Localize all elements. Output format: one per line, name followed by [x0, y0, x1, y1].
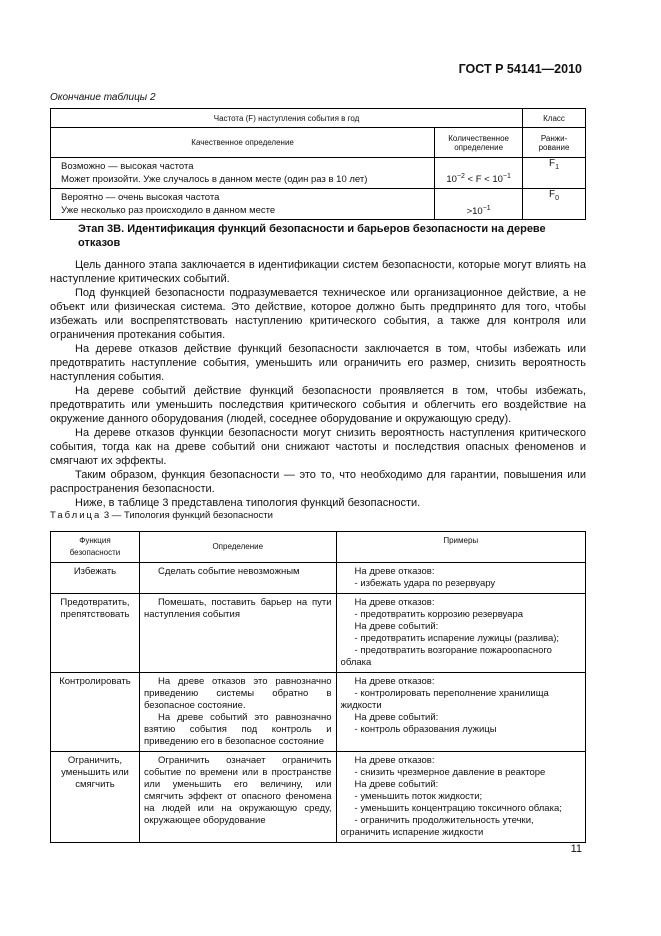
row-line: Возможно — высокая частота — [61, 161, 194, 172]
table-3-head-function — [51, 532, 140, 563]
row-line: Вероятно — очень высокая частота — [61, 192, 220, 203]
table-3 — [50, 531, 586, 843]
table-2-head-class: Класс — [523, 109, 586, 128]
definition-cell: Помешать, поставить барьер на пути наступления события — [139, 594, 336, 673]
paragraph: Цель данного этапа заключается в идентификации систем безопасности, которые могут влиять на наступление критических событий. — [50, 259, 586, 285]
paragraph: Под функцией безопасности подразумевается техническое или организационное действие, а не объект или физическая система. Это действие, которое должно быть предпринято для того, чтобы избежать или воспрепятствовать наступлению критического события, а также для контроля или ограничения протекания события. — [50, 287, 586, 341]
table-2-quantitative-cell: $>10^{-1}$ — [435, 189, 523, 220]
table-3-caption-prefix: Таблица — [50, 510, 102, 521]
paragraph: На дереве событий действие функций безопасности проявляется в том, чтобы избежать, предотвратить или уменьшить последствия критического события и облегчить его воздействие на окружение данного оборудования (людей, соседнее оборудование и окружающую среду). — [50, 385, 586, 425]
document-code: ГОСТ Р 54141—2010 — [458, 62, 582, 76]
paragraph: На дереве отказов функции безопасности могут снизить вероятность наступления критического события, тогда как на древе событий они снижают частоты и последствия опасных феноменов и смягчают их эффекты. — [50, 427, 586, 467]
table-2-head-qualitative: Качественное определение — [51, 128, 435, 158]
paragraph: На дереве отказов действие функций безопасности заключается в том, чтобы избежать или предотвратить наступление события, уменьшить или ограничить его размер, снизить вероятность наступления события. — [50, 343, 586, 383]
function-cell: Контролировать — [51, 673, 140, 752]
function-cell: Предотвратить, препятствовать — [51, 594, 140, 673]
table-3-head-examples: Примеры — [336, 532, 585, 563]
table-2-head-ranking-line2: рование — [538, 142, 570, 152]
table-row — [51, 189, 586, 220]
table-2-head-frequency: Частота (F) наступления события в год — [51, 109, 523, 128]
table-2-head-quantitative — [435, 128, 523, 158]
table-3-head-function-line2: безопасности — [69, 548, 121, 557]
definition-cell: Сделать событие невозможным — [139, 563, 336, 594]
table-2-head-ranking — [523, 128, 586, 158]
examples-cell: На древе отказов: - снизить чрезмерное давление в реакторе На древе событий: - уменьшить поток жидкости; - уменьшить концентрацию токсичного облака; - ограничить продолжительность утечки, ограничить испарение жидкости — [336, 752, 585, 843]
table-2-qualitative-cell — [51, 158, 435, 189]
table-3-caption — [50, 510, 273, 521]
examples-cell: На древе отказов: - контролировать переполнение хранилища жидкости На древе событий: - контроль образования лужицы — [336, 673, 585, 752]
table-2-head-quantitative-line2: определение — [454, 142, 504, 152]
row-line: Может произойти. Уже случалось в данном месте (один раз в 10 лет) — [61, 174, 368, 185]
examples-cell: На древе отказов: - избежать удара по резервуару — [336, 563, 585, 594]
table-2 — [50, 108, 586, 220]
table-2-quantitative-cell: $10^{-2} < F < 10^{-1}$ — [435, 158, 523, 189]
table-3-head-definition: Определение — [139, 532, 336, 563]
paragraph: Ниже, в таблице 3 представлена типология функций безопасности. — [75, 497, 421, 509]
page-number: 11 — [570, 843, 582, 855]
body-text — [50, 222, 586, 510]
definition-cell: Ограничить означает ограничить событие по времени или в пространстве или уменьшить его величину, или смягчить эффект от опасного феномена на людей или на окружающую среду, окружающее оборудование — [139, 752, 336, 843]
table-2-class-cell: $F_1$ — [523, 158, 586, 189]
table-row — [51, 594, 586, 673]
table-2-head-quantitative-line1: Количественное — [448, 133, 509, 143]
stage-title: Этап 3В. Идентификация функций безопасности и барьеров безопасности на дереве отказов — [78, 223, 546, 249]
table-2-caption: Окончание таблицы 2 — [50, 92, 156, 103]
examples-cell: На древе отказов: - предотвратить коррозию резервуара На древе событий: - предотвратить испарение лужицы (разлива); - предотвратить возгорание пожароопасного облака — [336, 594, 585, 673]
function-cell: Избежать — [51, 563, 140, 594]
function-cell: Ограничить, уменьшить или смягчить — [51, 752, 140, 843]
row-line: Уже несколько раз происходило в данном месте — [61, 205, 276, 216]
table-2-qualitative-cell — [51, 189, 435, 220]
table-row — [51, 752, 586, 843]
paragraph: Таким образом, функция безопасности — это то, что необходимо для гарантии, повышения или распространения безопасности. — [50, 469, 586, 495]
table-3-caption-rest: 3 — Типология функций безопасности — [101, 510, 273, 521]
table-2-class-cell: $F_0$ — [523, 189, 586, 220]
table-2-head-ranking-line1: Ранжи- — [540, 133, 568, 143]
table-row — [51, 673, 586, 752]
definition-cell: На древе отказов это равнозначно приведению системы обратно в безопасное состояние. На древе событий это равнозначно взятию события под контроль и приведению его в безопасное состояние — [139, 673, 336, 752]
table-row — [51, 563, 586, 594]
table-3-head-function-line1: Функция — [79, 536, 111, 545]
table-row — [51, 158, 586, 189]
